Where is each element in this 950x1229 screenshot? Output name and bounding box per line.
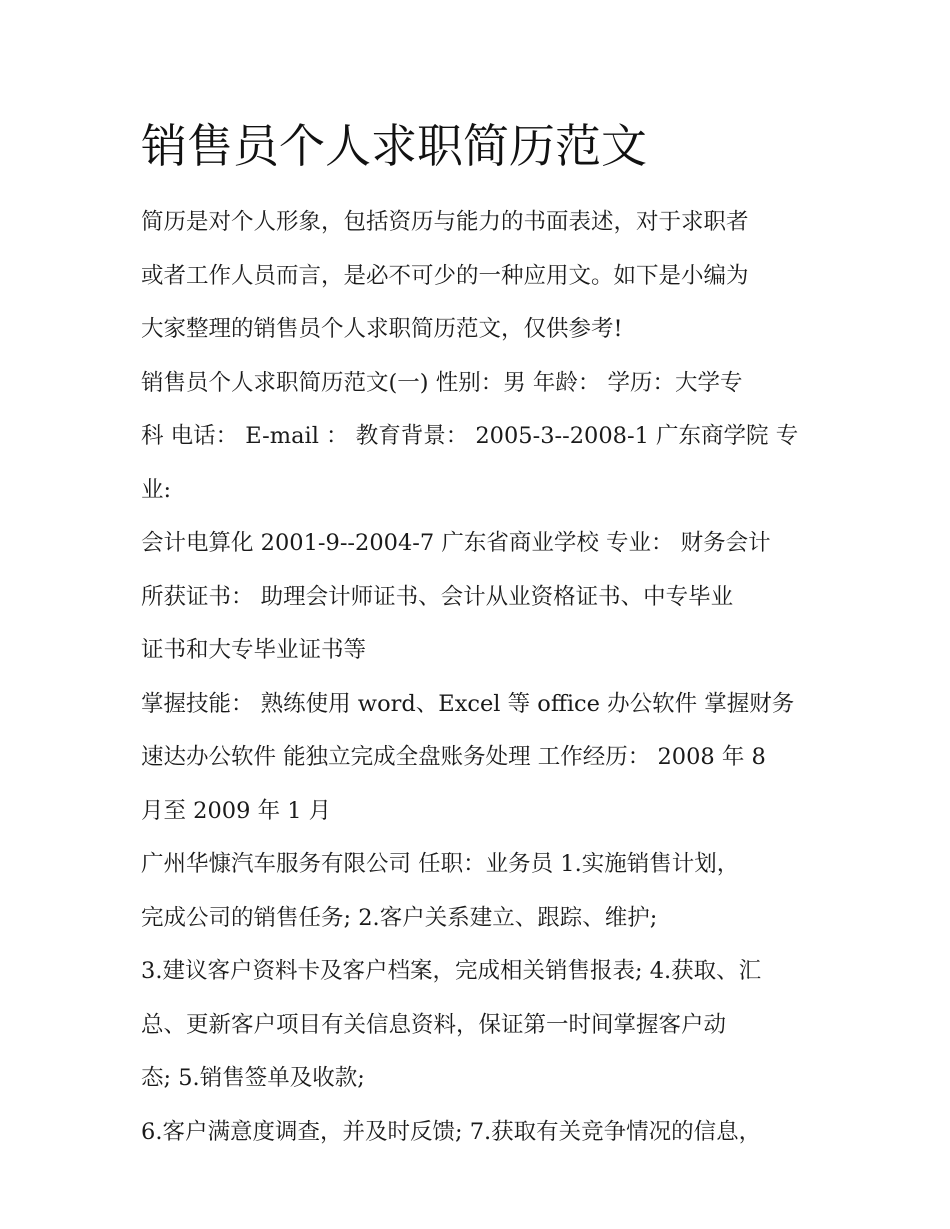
body-line: 广州华慷汽车服务有限公司 任职：业务员 1.实施销售计划， [141,851,740,877]
body-line: 证书和大专毕业证书等 [141,637,367,663]
body-line: 月至 2009 年 1 月 [141,797,332,824]
document-body [141,196,821,1159]
body-line: 业: [141,476,172,503]
body-line: 科 电话： E-mail ： 教育背景： 2005-3--2008-1 广东商学院 专 [141,423,799,449]
body-line: 销售员个人求职简历范文(一) 性别：男 年龄： 学历：大学专 [141,369,743,396]
body-line: 态; 5.销售签单及收款; [141,1065,365,1091]
body-line: 会计电算化 2001-9--2004-7 广东省商业学校 专业： 财务会计 [141,530,771,556]
body-line: 大家整理的销售员个人求职简历范文，仅供参考! [141,316,623,342]
body-line: 完成公司的销售任务; 2.客户关系建立、跟踪、维护; [141,904,658,931]
document-title: 销售员个人求职简历范文 [141,119,647,173]
body-line: 速达办公软件 能独立完成全盘账务处理 工作经历： 2008 年 8 [141,744,766,770]
body-line: 掌握技能： 熟练使用 word、Excel 等 office 办公软件 掌握财务 [141,690,795,717]
body-line: 3.建议客户资料卡及客户档案，完成相关销售报表; 4.获取、汇 [141,958,762,984]
body-line: 简历是对个人形象，包括资历与能力的书面表述，对于求职者 [141,209,749,235]
body-line: 总、更新客户项目有关信息资料，保证第一时间掌握客户动 [141,1011,727,1038]
body-line: 6.客户满意度调查，并及时反馈; 7.获取有关竞争情况的信息， [141,1118,762,1145]
body-line: 所获证书： 助理会计师证书、会计从业资格证书、中专毕业 [141,583,734,610]
body-line: 或者工作人员而言，是必不可少的一种应用文。如下是小编为 [141,262,749,289]
